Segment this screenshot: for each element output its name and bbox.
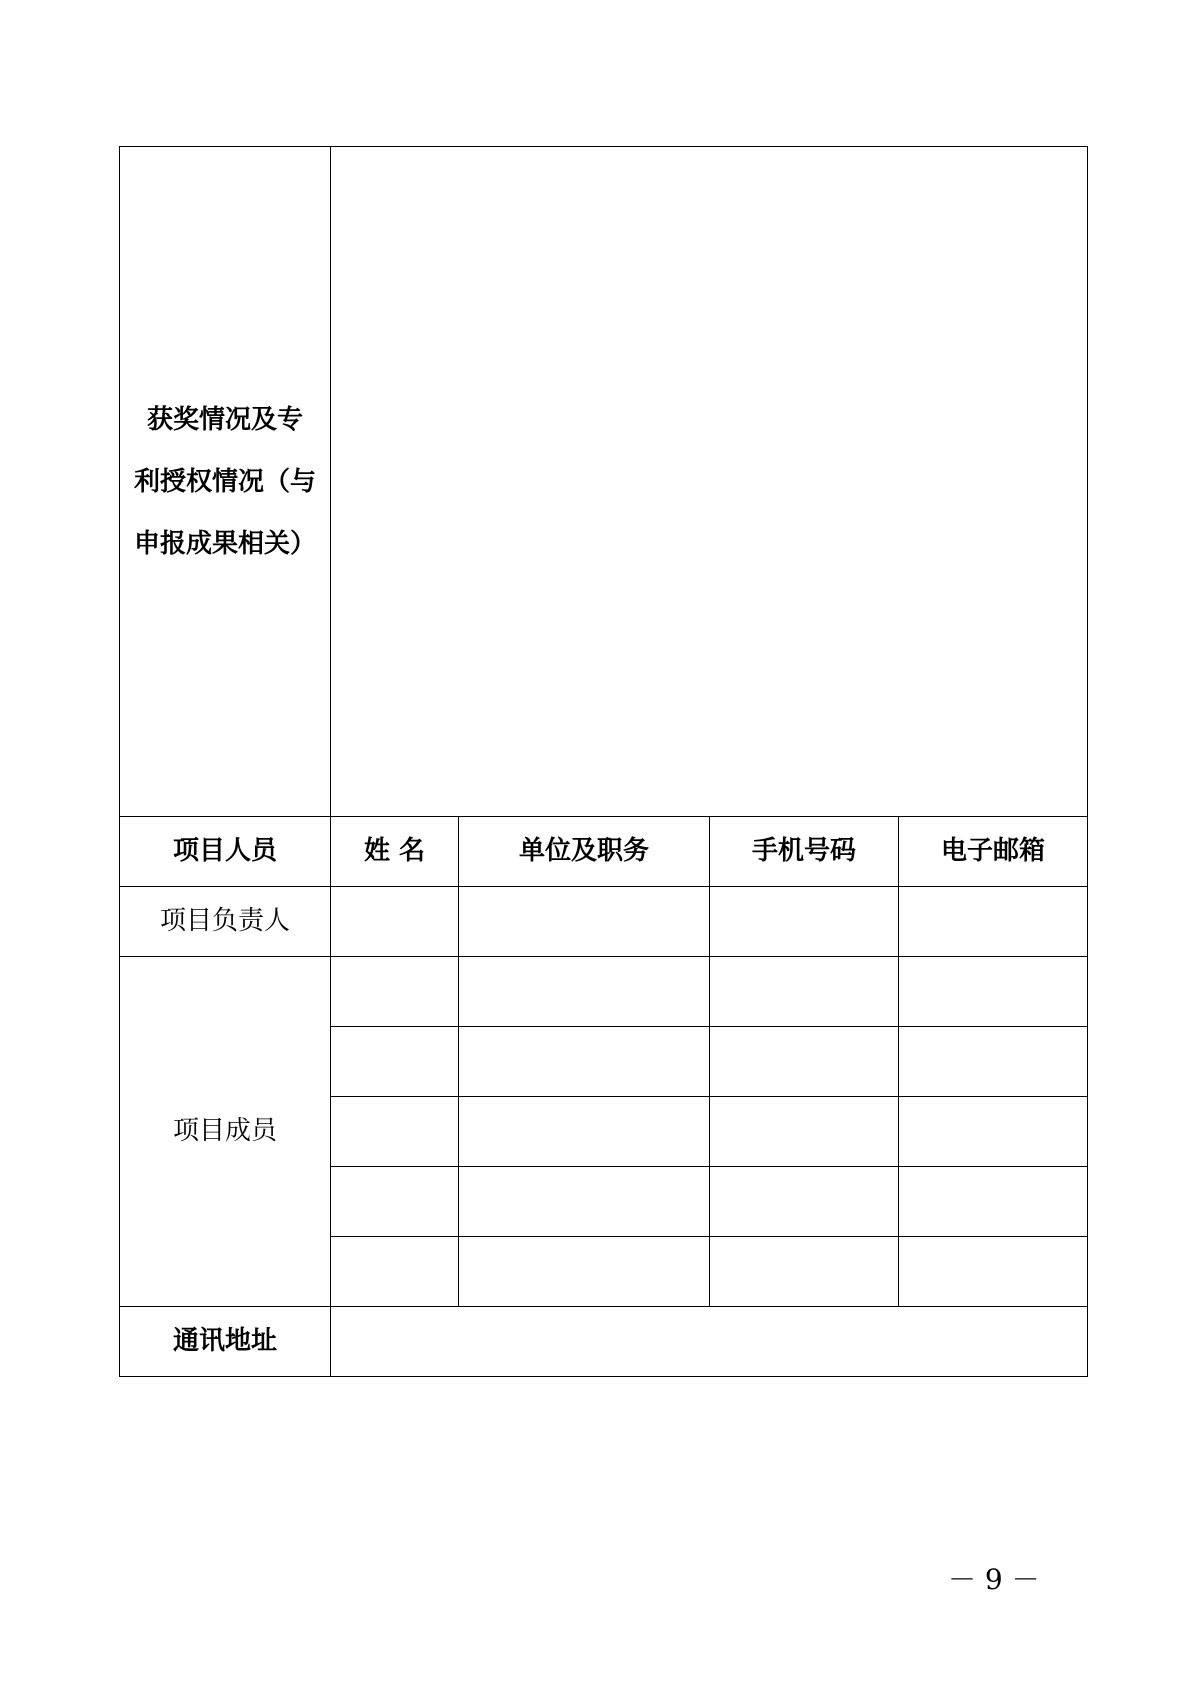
member-organization-cell[interactable] bbox=[459, 1167, 710, 1237]
leader-organization-cell[interactable] bbox=[459, 887, 710, 957]
awards-content-field[interactable] bbox=[331, 147, 1088, 817]
member-mobile-cell[interactable] bbox=[710, 1027, 899, 1097]
member-organization-cell[interactable] bbox=[459, 957, 710, 1027]
leader-name-cell[interactable] bbox=[331, 887, 459, 957]
member-organization-cell[interactable] bbox=[459, 1027, 710, 1097]
page-number: － 9 － bbox=[948, 1563, 1040, 1596]
header-personnel: 项目人员 bbox=[120, 817, 331, 887]
leader-email-cell[interactable] bbox=[899, 887, 1088, 957]
member-email-cell[interactable] bbox=[899, 1097, 1088, 1167]
member-row bbox=[120, 957, 1088, 1027]
member-name-cell[interactable] bbox=[331, 957, 459, 1027]
member-mobile-cell[interactable] bbox=[710, 1097, 899, 1167]
address-field[interactable] bbox=[331, 1307, 1088, 1377]
member-email-cell[interactable] bbox=[899, 1027, 1088, 1097]
member-email-cell[interactable] bbox=[899, 1167, 1088, 1237]
header-mobile: 手机号码 bbox=[710, 817, 899, 887]
member-organization-cell[interactable] bbox=[459, 1097, 710, 1167]
member-name-cell[interactable] bbox=[331, 1097, 459, 1167]
awards-label-line-3: 申报成果相关） bbox=[133, 528, 316, 559]
leader-mobile-cell[interactable] bbox=[710, 887, 899, 957]
members-label: 项目成员 bbox=[120, 957, 331, 1307]
personnel-header-row bbox=[120, 817, 1088, 887]
header-organization-position: 单位及职务 bbox=[459, 817, 710, 887]
member-organization-cell[interactable] bbox=[459, 1237, 710, 1307]
address-label: 通讯地址 bbox=[120, 1307, 331, 1377]
member-mobile-cell[interactable] bbox=[710, 1237, 899, 1307]
member-email-cell[interactable] bbox=[899, 1237, 1088, 1307]
member-email-cell[interactable] bbox=[899, 957, 1088, 1027]
member-mobile-cell[interactable] bbox=[710, 1167, 899, 1237]
address-row bbox=[120, 1307, 1088, 1377]
member-mobile-cell[interactable] bbox=[710, 957, 899, 1027]
leader-label: 项目负责人 bbox=[120, 887, 331, 957]
application-form-table bbox=[119, 146, 1088, 1377]
awards-label-line-1: 获奖情况及专 bbox=[146, 404, 303, 435]
awards-row bbox=[120, 147, 1088, 817]
awards-label bbox=[120, 147, 331, 817]
header-email: 电子邮箱 bbox=[899, 817, 1088, 887]
member-name-cell[interactable] bbox=[331, 1027, 459, 1097]
leader-row bbox=[120, 887, 1088, 957]
member-name-cell[interactable] bbox=[331, 1237, 459, 1307]
member-name-cell[interactable] bbox=[331, 1167, 459, 1237]
awards-label-line-2: 利授权情况（与 bbox=[133, 466, 316, 497]
header-name: 姓 名 bbox=[331, 817, 459, 887]
